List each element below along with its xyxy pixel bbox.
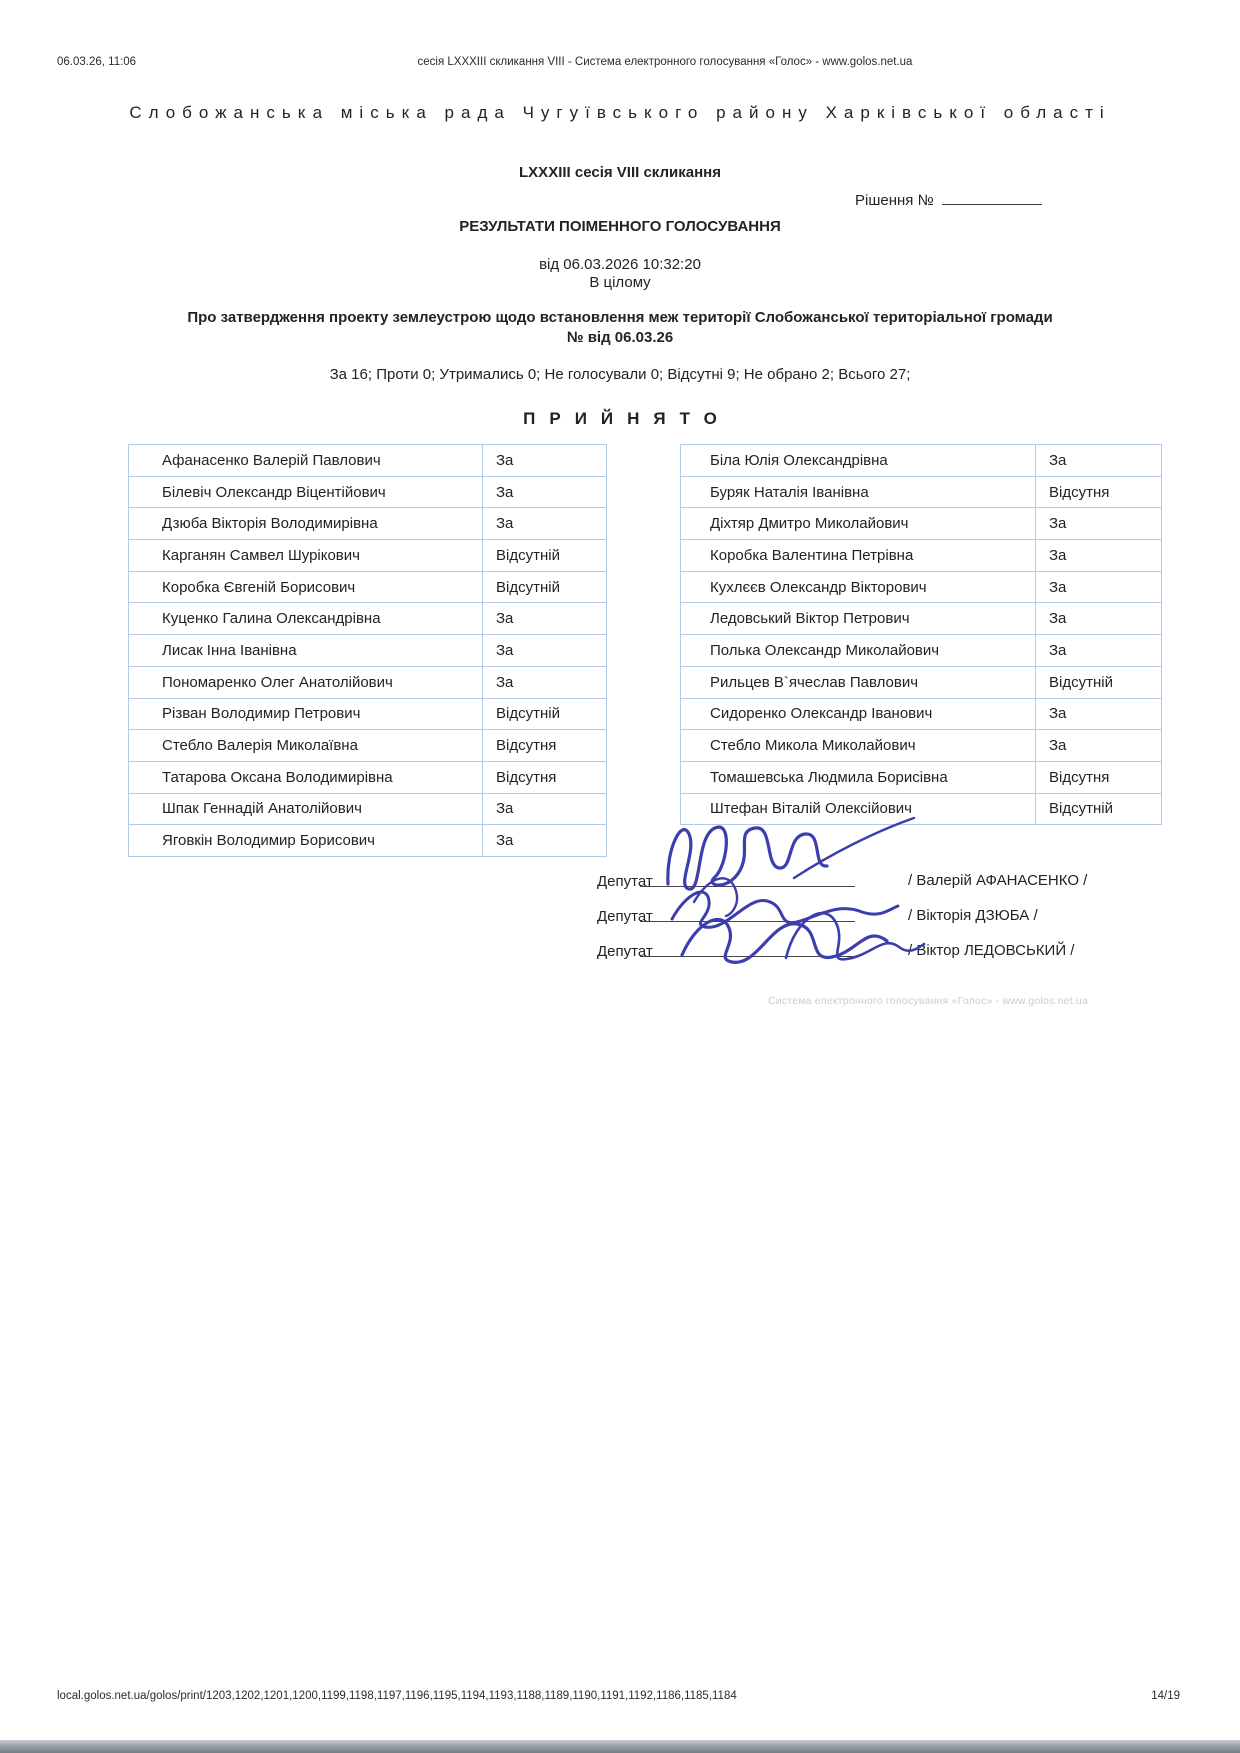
vote-value-cell: Відсутня <box>1049 768 1110 786</box>
deputy-name-cell: Лисак Інна Іванівна <box>129 635 483 666</box>
system-watermark: Система електронного голосування «Голос» - www.golos.net.ua <box>768 995 1088 1007</box>
deputy-name-cell: Шпак Геннадій Анатолійович <box>129 794 483 825</box>
vote-value-cell: Відсутній <box>1049 673 1113 691</box>
table-row <box>681 635 1161 667</box>
vote-datetime: від 06.03.2026 10:32:20 <box>539 256 701 273</box>
vote-value-cell: За <box>1049 578 1067 596</box>
print-datetime: 06.03.26, 11:06 <box>57 56 137 68</box>
signature-line <box>640 886 855 887</box>
deputy-name-cell: Коробка Валентина Петрівна <box>681 540 1036 571</box>
vote-table-right <box>680 444 1162 825</box>
table-row <box>681 603 1161 635</box>
vote-value-cell: За <box>496 673 514 691</box>
table-row <box>129 730 606 762</box>
decision-number <box>855 190 1042 209</box>
signature-line <box>640 921 855 922</box>
signature-role-label: Депутат <box>597 873 653 890</box>
vote-value-cell: За <box>1049 451 1067 469</box>
table-row <box>681 572 1161 604</box>
vote-value-cell: За <box>496 832 514 850</box>
signatory-name: / Валерій АФАНАСЕНКО / <box>908 872 1088 889</box>
vote-value-cell: За <box>496 451 514 469</box>
vote-value-cell: За <box>496 641 514 659</box>
signature-line <box>640 956 855 957</box>
table-row <box>129 445 606 477</box>
deputy-name-cell: Штефан Віталій Олексійович <box>681 794 1036 825</box>
table-row <box>129 794 606 826</box>
vote-value-cell: За <box>496 800 514 818</box>
print-doc-title: сесія LXXXIII скликання VIII - Система електронного голосування «Голос» - www.golos.net.ua <box>417 56 913 68</box>
deputy-name-cell: Карганян Самвел Шурікович <box>129 540 483 571</box>
session-title: LXXXIII сесія VIII скликання <box>519 164 721 181</box>
deputy-name-cell: Білевіч Олександр Віцентійович <box>129 477 483 508</box>
table-row <box>681 445 1161 477</box>
table-row <box>681 667 1161 699</box>
table-row <box>681 540 1161 572</box>
deputy-name-cell: Сидоренко Олександр Іванович <box>681 699 1036 730</box>
table-row <box>129 540 606 572</box>
signature-block <box>0 862 1240 967</box>
table-row <box>681 699 1161 731</box>
deputy-name-cell: Полька Олександр Миколайович <box>681 635 1036 666</box>
vote-value-cell: За <box>496 610 514 628</box>
signatory-name: / Віктор ЛЕДОВСЬКИЙ / <box>908 942 1075 959</box>
deputy-name-cell: Дзюба Вікторія Володимирівна <box>129 508 483 539</box>
vote-value-cell: За <box>1049 515 1067 533</box>
vote-value-cell: За <box>1049 641 1067 659</box>
vote-value-cell: Відсутня <box>496 768 557 786</box>
vote-value-cell: Відсутній <box>496 578 560 596</box>
deputy-name-cell: Діхтяр Дмитро Миколайович <box>681 508 1036 539</box>
vote-subject-line1: Про затвердження проекту землеустрою щодо встановлення меж території Слобожанської територіальної громади <box>187 309 1053 326</box>
table-row <box>681 794 1161 825</box>
vote-value-cell: За <box>1049 546 1067 564</box>
table-row <box>681 477 1161 509</box>
vote-subject-line2: № від 06.03.26 <box>566 329 674 346</box>
table-row <box>129 762 606 794</box>
signature-row <box>0 862 1240 897</box>
decision-number-label: Рішення № <box>855 192 934 209</box>
table-row <box>681 508 1161 540</box>
print-header <box>0 56 1240 72</box>
vote-value-cell: Відсутній <box>496 546 560 564</box>
deputy-name-cell: Буряк Наталія Іванівна <box>681 477 1036 508</box>
vote-value-cell: Відсутній <box>496 705 560 723</box>
vote-value-cell: За <box>1049 737 1067 755</box>
vote-subject <box>60 308 1180 348</box>
results-heading: РЕЗУЛЬТАТИ ПОІМЕННОГО ГОЛОСУВАННЯ <box>459 218 781 235</box>
deputy-name-cell: Ледовський Віктор Петрович <box>681 603 1036 634</box>
signature-role-label: Депутат <box>597 943 653 960</box>
table-row <box>129 699 606 731</box>
deputy-name-cell: Афанасенко Валерій Павлович <box>129 445 483 476</box>
signatory-name: / Вікторія ДЗЮБА / <box>908 907 1038 924</box>
print-footer <box>0 1690 1240 1706</box>
deputy-name-cell: Різван Володимир Петрович <box>129 699 483 730</box>
deputy-name-cell: Коробка Євгеній Борисович <box>129 572 483 603</box>
deputy-name-cell: Біла Юлія Олександрівна <box>681 445 1036 476</box>
table-row <box>129 667 606 699</box>
deputy-name-cell: Стебло Микола Миколайович <box>681 730 1036 761</box>
vote-value-cell: За <box>1049 705 1067 723</box>
deputy-name-cell: Яговкін Володимир Борисович <box>129 825 483 856</box>
table-row <box>681 730 1161 762</box>
signature-row <box>0 897 1240 932</box>
vote-value-cell: Відсутня <box>1049 483 1110 501</box>
vote-value-cell: Відсутня <box>496 737 557 755</box>
scan-bottom-edge <box>0 1740 1240 1753</box>
vote-scope: В цілому <box>589 274 651 291</box>
vote-outcome: ПРИЙНЯТО <box>523 409 731 428</box>
table-row <box>129 477 606 509</box>
table-row <box>129 603 606 635</box>
table-row <box>129 825 606 856</box>
deputy-name-cell: Татарова Оксана Володимирівна <box>129 762 483 793</box>
decision-number-blank-line <box>942 190 1042 205</box>
table-row <box>681 762 1161 794</box>
deputy-name-cell: Кухлєєв Олександр Вікторович <box>681 572 1036 603</box>
vote-value-cell: Відсутній <box>1049 800 1113 818</box>
vote-value-cell: За <box>496 483 514 501</box>
vote-value-cell: За <box>1049 610 1067 628</box>
council-title: Слобожанська міська рада Чугуївського району Харківської області <box>129 103 1111 122</box>
page-indicator: 14/19 <box>1151 1690 1180 1702</box>
vote-value-cell: За <box>496 515 514 533</box>
deputy-name-cell: Куценко Галина Олександрівна <box>129 603 483 634</box>
signature-row <box>0 932 1240 967</box>
deputy-name-cell: Томашевська Людмила Борисівна <box>681 762 1036 793</box>
table-row <box>129 508 606 540</box>
vote-table-left <box>128 444 607 857</box>
vote-totals: За 16; Проти 0; Утримались 0; Не голосували 0; Відсутні 9; Не обрано 2; Всього 27; <box>329 366 911 383</box>
table-row <box>129 635 606 667</box>
deputy-name-cell: Стебло Валерія Миколаївна <box>129 730 483 761</box>
table-row <box>129 572 606 604</box>
print-footer-url: local.golos.net.ua/golos/print/1203,1202,1201,1200,1199,1198,1197,1196,1195,1194,1193,1188,1189,1190,1191,1192,1186,1185,1184 <box>57 1690 737 1702</box>
deputy-name-cell: Рильцев В`ячеслав Павлович <box>681 667 1036 698</box>
signature-role-label: Депутат <box>597 908 653 925</box>
deputy-name-cell: Пономаренко Олег Анатолійович <box>129 667 483 698</box>
